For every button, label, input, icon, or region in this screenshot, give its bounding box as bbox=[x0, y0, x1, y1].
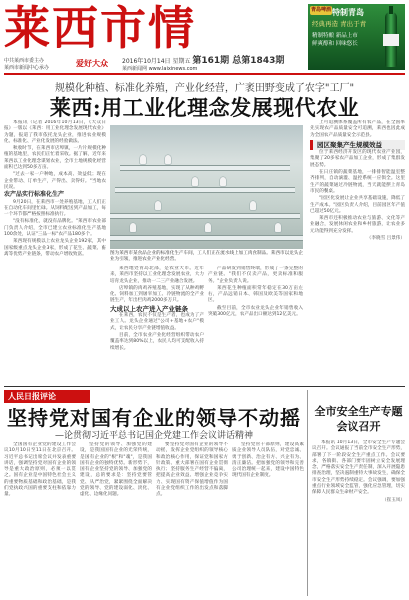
factory-photo bbox=[110, 125, 303, 249]
paragraph: 全国国有企业党的建设工作会议10月10日至11日在北京召开。习近平总书记出席会议并发表重要讲话，强调坚持党对国有企业的领导是重大政治原则，必须一以贯之。国有企业是中国特色社会主义的重要物质基础和政治基础，是我们党执政兴国的重要支柱和依靠力量。 bbox=[4, 442, 76, 498]
lead-column-1 bbox=[4, 120, 106, 384]
paragraph: 上可追溯体系覆盖所有农产品，在全国率先实现农产品质量安全可追溯，莱西也因此成为全国农产品质量安全示范县。 bbox=[310, 120, 405, 138]
side-story-body bbox=[312, 440, 405, 596]
issue-date bbox=[122, 58, 284, 65]
paragraph: "过去一家一户种地，成本高、效益低；现在企业带动、订单生产，产得出、卖得好。"当地农民说。 bbox=[4, 172, 106, 190]
byline: （崔玉凤） bbox=[382, 497, 405, 503]
paragraph: 莱西市还积极推动农业与旅游、文化等产业融合，发展休闲农业和乡村旅游，让农业多元功能得到充分发挥。 bbox=[310, 216, 405, 234]
ad-line: 鲜爽醇和 回味悠长 bbox=[312, 41, 358, 47]
paragraph: 截至目前，全市农业龙头企业年销售收入突破300亿元，农产品出口额达到12亿美元。 bbox=[208, 305, 303, 318]
photo-caption: 图为莱西市某食品企业的标准化生产车间，工人们正在流水线上加工肉食制品。莱西市以龙头企业为引领，推进农业产业化经营。 bbox=[110, 251, 303, 263]
section-subhead: 大成以上农产进入产业链条 bbox=[110, 304, 188, 313]
section-tag: 人民日报评论 bbox=[4, 390, 90, 403]
publisher-line: 中共莱西市委主办 bbox=[4, 58, 45, 64]
byline: （李晓雪 吕景伟） bbox=[366, 236, 405, 242]
commentary-subtitle: —论贯彻习近平总书记国企党建工作会议讲话精神 bbox=[54, 431, 253, 441]
ad-brand: 特制青岛 bbox=[332, 8, 364, 17]
section-subhead: 农产品实行标准化生产 bbox=[4, 191, 65, 199]
bottle-label-icon bbox=[383, 34, 399, 46]
paragraph: 目前，全市农业产业化经营组织带动农户覆盖率达到80%以上，农民人均可支配收入持续增长。 bbox=[110, 332, 204, 351]
commentary-column-1 bbox=[4, 442, 76, 596]
commentary-column-2 bbox=[80, 442, 152, 596]
lead-column-4 bbox=[310, 120, 405, 384]
slogan-logo: 爱好大众 bbox=[76, 59, 108, 68]
issue-number: 第161期 总第1843期 bbox=[192, 56, 285, 66]
publisher-info bbox=[4, 58, 74, 72]
ad-badge: 青岛啤酒 bbox=[310, 7, 331, 13]
masthead bbox=[4, 1, 304, 56]
column-rule bbox=[307, 390, 308, 596]
paragraph: 产品研发到销售终端，形成了一条完整的产业链。"我们不仅卖产品，更卖标准和服务。"企业负责人说。 bbox=[208, 266, 303, 284]
section-box-head: 园区聚集产生规模效益 bbox=[310, 140, 405, 150]
paragraph: 秋收时节，在莱西市店埠镇，一片片规模化种植的基地里，农民们正忙着采收。据了解，近年来莱西以工业化理念谋划农业，全市土地规模化经营面积已达到50多万亩。 bbox=[4, 146, 106, 171]
paragraph: 位于莱西经济开发区的现代农业产业园，集聚了20多家农产品加工企业，形成了集群发展态势。 bbox=[310, 150, 405, 168]
lead-headline: 莱西:用工业化理念发展现代农业 bbox=[49, 95, 360, 120]
side-story-headline: 全市安全生产专题会议召开 bbox=[314, 405, 403, 433]
paragraph: 莱西地处青岛北部，是农业大市。近年来，莱西市坚持以工业化理念发展农业，大力培育龙头企业，推动一二三产业融合发展。 bbox=[110, 266, 204, 284]
masthead-rule bbox=[4, 73, 405, 75]
lead-kicker: 规模化种植、标准化养殖，产业化经营，广袤田野变成了农字"工厂" bbox=[54, 83, 355, 94]
section-divider bbox=[4, 386, 405, 387]
paragraph: 本报讯 10月13日，全市安全生产专题会议召开。会议通报了当前全市安全生产形势，部署了下一阶段安全生产重点工作。会议要求，各镇街、各部门要牢固树立安全发展理念，严格落实安全生产责任制，深入开展隐患排查治理，坚决遏制重特大事故发生，确保全市安全生产形势持续稳定。会议强调，要加强重点行业领域安全监管，强化应急管理，切实保障人民群众生命财产安全。 bbox=[312, 440, 405, 496]
commentary-headline: 坚持党对国有企业的领导不动摇 bbox=[7, 406, 301, 430]
paragraph: 坚持党管干部原则，建设高素质企业领导人员队伍，对党忠诚、勇于创新、治企有方、兴企有为、清正廉洁。把加强党的领导和完善公司治理统一起来，建设中国特色现代国有企业制度。 bbox=[232, 442, 304, 479]
paragraph: 莱西花生种植面积常年稳定在30万亩左右，产品远销日本、韩国及欧美等国家和地区。 bbox=[208, 285, 303, 304]
commentary-column-3 bbox=[156, 442, 228, 596]
lead-column-2 bbox=[110, 266, 204, 384]
paragraph: 要坚持党对国有企业的领导不动摇，发挥企业党组织的领导核心和政治核心作用，保证党和国家方针政策、重大部署在国有企业贯彻执行；坚持服务生产经营不偏离，把提高企业效益、增强企业竞争实力、实现国有资产保值增值作为国有企业党组织工作的出发点和落脚点。 bbox=[156, 442, 228, 498]
paragraph: 在日庄镇的蔬菜基地，一排排智能温室整齐排列，自动滴灌、温控系统一应俱全。这里生产的蔬菜通过冷链物流，当天就能摆上青岛市民的餐桌。 bbox=[310, 170, 405, 194]
ad-slogan: 经典再造 青出于青 bbox=[312, 20, 367, 28]
paragraph: 在莱西，农民不仅是生产者，也成为了产业工人。龙头企业通过"公司+基地+农户"模式，让农民分享产业链增值收益。 bbox=[110, 313, 204, 331]
paragraph: 莱西现有规模以上农业龙头企业192家，其中国家级重点龙头企业3家，形成了花生、蔬菜、畜禽等优势产业链条，带动农户增收致富。 bbox=[4, 239, 106, 257]
paragraph: 店埠镇的肉鸡养殖基地，实现了从种鸡孵化、饲料加工到屠宰加工、冷链物流的全产业链生产，年出栏肉鸡2000多万只。 bbox=[110, 285, 204, 304]
masthead-info-bar bbox=[4, 58, 306, 72]
paragraph: 本报讯（记者 2016年10月13日，《大众日报》一版以《莱西：用工业化理念发展现代农业》为题，报道了我市依托龙头企业，推进农业规模化、标准化、产业化发展的经验做法。 bbox=[4, 120, 106, 144]
lead-column-3 bbox=[208, 266, 303, 384]
newspaper-title: 莱西市情 bbox=[4, 1, 196, 55]
commentary-column-4 bbox=[232, 442, 304, 596]
website-line: 莱西新闻网 www.laixinews.com bbox=[122, 66, 198, 72]
paragraph: "园区化发展让企业共享基础设施，降低了生产成本。"园区负责人介绍，目前园区年产值已超过50亿元。 bbox=[310, 196, 405, 214]
publisher-line: 莱西市新闻中心承办 bbox=[4, 65, 50, 71]
date-line: 2016年10月14日 星期五 bbox=[122, 58, 191, 65]
paragraph: 9月20日，在莱西市一处养殖基地，工人们正在自动化车间里忙碌。从饲料配送到产品加工，每一个环节都严格按照标准执行。 bbox=[4, 199, 106, 218]
ad-line: 精制特酿 新品上市 bbox=[312, 33, 358, 39]
paragraph: 坚持党的领导、加强党的建设，是我国国有企业的光荣传统，是国有企业的"根"和"魂"，是我国国有企业的独特优势。新形势下，国有企业坚持党的领导、加强党的建设，总的要求是：坚持党要管党、从严治党，紧紧围绕全面解决党的领导、党的建设弱化、淡化、虚化、边缘化问题。 bbox=[80, 442, 152, 498]
beer-advertisement[interactable] bbox=[308, 4, 405, 70]
paragraph: "没有标准化，就没有品牌化。"莱西市农业部门负责人介绍，全市已建立农业标准化生产基地100余处，认证"三品一标"农产品180多个。 bbox=[4, 219, 106, 238]
